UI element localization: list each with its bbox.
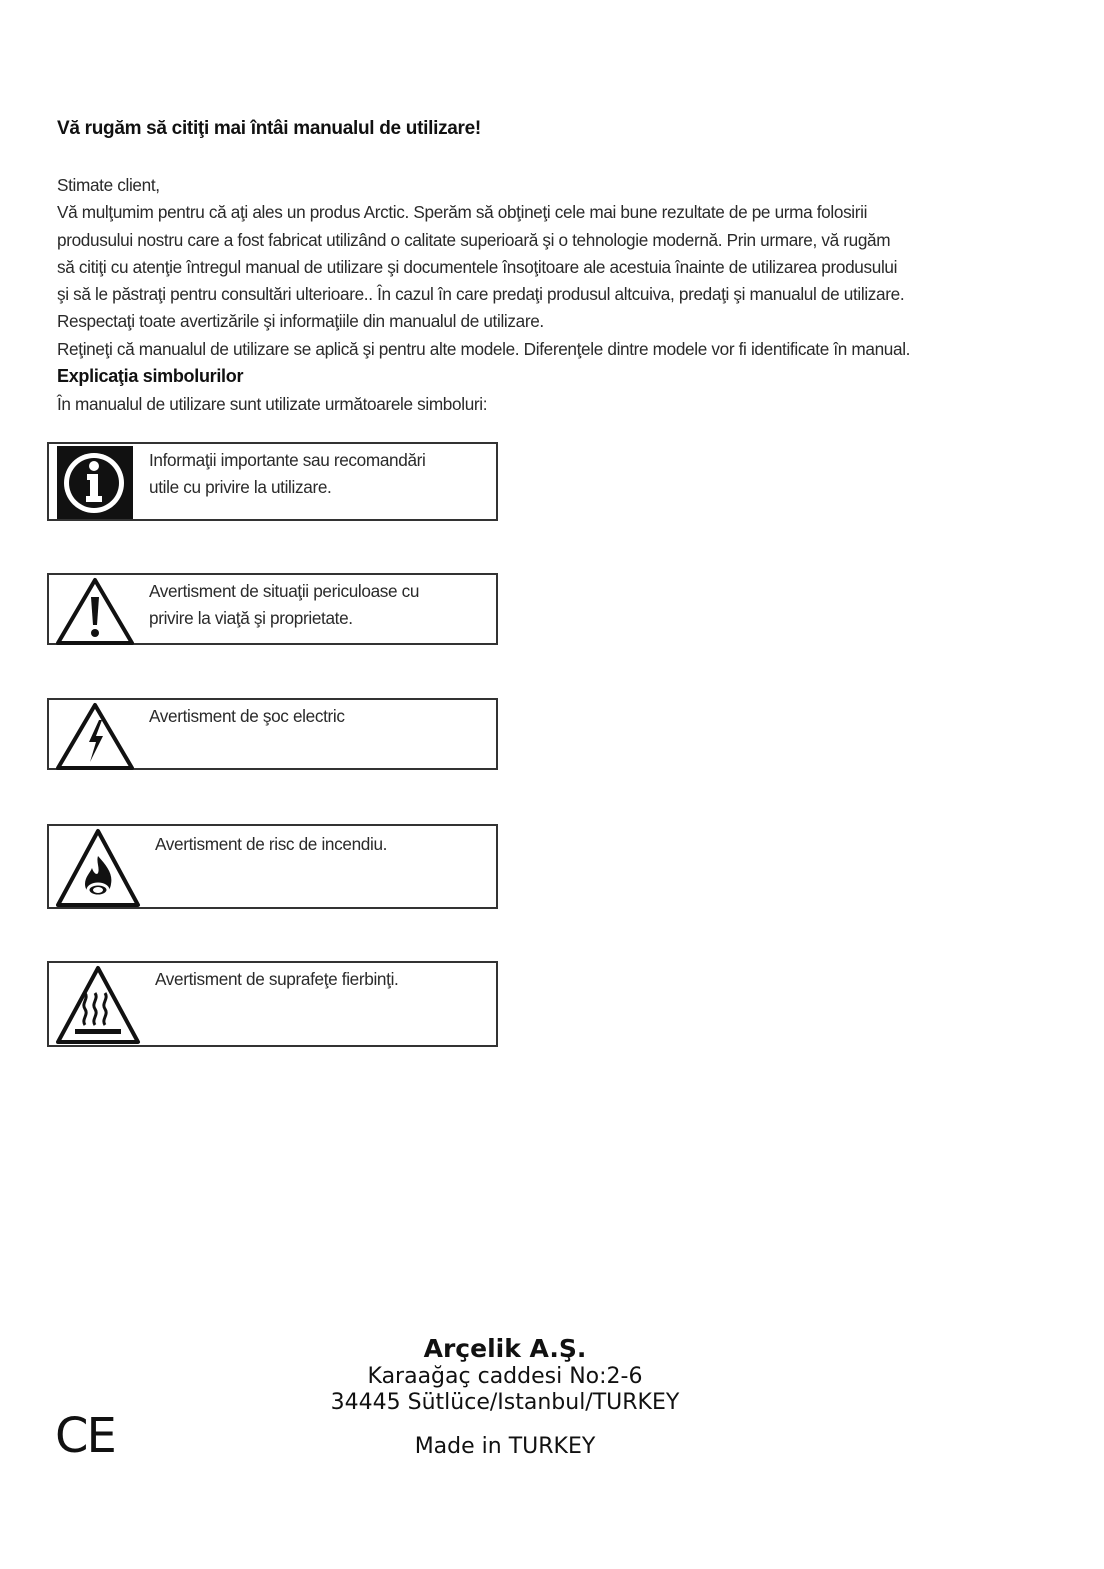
symbol-box-electric-shock	[47, 698, 498, 770]
fire-hazard-icon	[55, 828, 141, 913]
symbol-description: Avertisment de risc de incendiu.	[155, 834, 388, 854]
page-title: Vă rugăm să citiţi mai întâi manualul de utilizare!	[57, 118, 481, 139]
symbol-box-hot-surface	[47, 961, 498, 1047]
symbols-heading: Explicaţia simbolurilor	[57, 366, 244, 386]
electric-shock-icon	[55, 702, 135, 775]
address-line: 34445 Sütlüce/Istanbul/TURKEY	[330, 1390, 680, 1415]
ce-mark-logo: CE	[55, 1408, 115, 1464]
symbol-description: Avertisment de suprafeţe fierbinţi.	[155, 969, 399, 989]
info-icon	[57, 446, 133, 524]
symbol-description: Avertisment de şoc electric	[149, 706, 345, 726]
intro-line: produsului nostru care a fost fabricat utilizând o calitate superioară şi o tehnologie modernă. Prin urmare, vă rugăm	[57, 229, 891, 250]
company-name: Arçelik A.Ş.	[423, 1334, 587, 1363]
symbol-box-warning	[47, 573, 498, 645]
intro-text	[57, 172, 1067, 363]
symbol-description: Avertisment de situaţii periculoase cu privire la viaţă şi proprietate.	[149, 581, 420, 628]
symbols-intro: În manualul de utilizare sunt utilizate următoarele simboluri:	[57, 394, 488, 414]
hot-surface-icon	[55, 965, 141, 1050]
address-line: Karaağaç caddesi No:2-6	[367, 1364, 643, 1389]
symbol-description: Informaţii importante sau recomandări utile cu privire la utilizare.	[149, 450, 426, 497]
intro-line: şi să le păstraţi pentru consultări ulterioare.. În cazul în care predaţi produsul altcuiva, predaţi şi manualul de utilizare.	[57, 284, 905, 305]
manufacturer-address	[290, 1334, 720, 1460]
symbol-box-fire-hazard	[47, 824, 498, 909]
intro-line: Vă mulţumim pentru că aţi ales un produs Arctic. Sperăm să obţineţi cele mai bune rezultate de pe urma folosirii	[57, 202, 868, 223]
warning-icon	[55, 577, 135, 650]
made-in-label: Made in TURKEY	[414, 1434, 596, 1459]
symbol-box-info	[47, 442, 498, 521]
intro-line: Reţineţi că manualul de utilizare se aplică şi pentru alte modele. Diferenţele dintre modele vor fi identificate în manual.	[57, 338, 911, 359]
intro-line: Respectaţi toate avertizările şi informaţiile din manualul de utilizare.	[57, 311, 544, 332]
intro-line: să citiţi cu atenţie întregul manual de utilizare şi documentele însoţitoare ale acestuia înainte de utilizarea produsului	[57, 256, 898, 277]
intro-line: Stimate client,	[57, 175, 160, 195]
